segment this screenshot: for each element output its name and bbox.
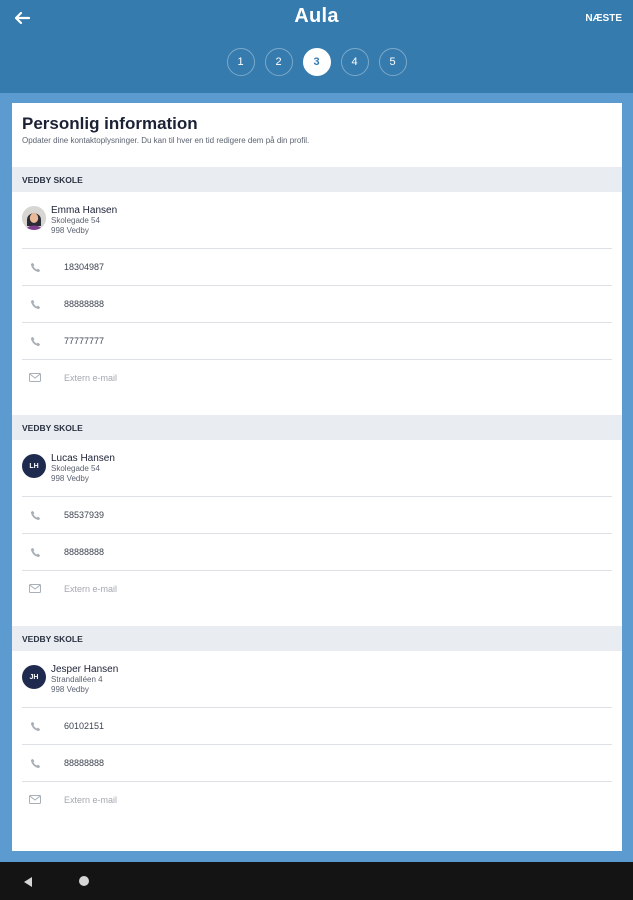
mail-icon	[28, 371, 42, 385]
avatar: LH	[22, 454, 46, 478]
mail-icon	[28, 582, 42, 596]
phone-value: 77777777	[64, 336, 105, 346]
person-address-line2: 998 Vedby	[51, 685, 89, 694]
system-nav-bar	[0, 862, 633, 900]
email-field[interactable]	[22, 359, 612, 395]
step-4[interactable]: 4	[341, 48, 369, 76]
person-name: Jesper Hansen	[51, 664, 119, 675]
mail-icon	[28, 793, 42, 807]
phone-value: 60102151	[64, 721, 105, 731]
phone-value: 88888888	[64, 299, 105, 309]
phone-field[interactable]	[22, 248, 612, 285]
person-address-line2: 998 Vedby	[51, 226, 89, 235]
email-placeholder: Extern e-mail	[64, 583, 118, 594]
phone-icon	[28, 508, 42, 522]
page-subtitle: Opdater dine kontaktoplysninger. Du kan til hver en tid redigere dem på din profil.	[22, 136, 310, 145]
phone-icon	[28, 719, 42, 733]
avatar	[22, 206, 46, 230]
person-name: Lucas Hansen	[51, 453, 115, 464]
phone-icon	[28, 297, 42, 311]
email-placeholder: Extern e-mail	[64, 372, 118, 383]
phone-field[interactable]	[22, 707, 612, 744]
person-header	[12, 440, 622, 496]
email-field[interactable]	[22, 781, 612, 817]
top-bar	[0, 0, 633, 93]
phone-icon	[28, 756, 42, 770]
phone-field[interactable]	[22, 533, 612, 570]
step-1[interactable]: 1	[227, 48, 255, 76]
phone-field[interactable]	[22, 744, 612, 781]
page-title: Personlig information	[22, 114, 198, 133]
person-address-line1: Skolegade 54	[51, 216, 100, 225]
step-5[interactable]: 5	[379, 48, 407, 76]
phone-icon	[28, 334, 42, 348]
person-address-line2: 998 Vedby	[51, 474, 89, 483]
phone-icon	[28, 545, 42, 559]
content-card	[12, 103, 622, 851]
next-button[interactable]: NÆSTE	[585, 13, 622, 24]
phone-value: 88888888	[64, 547, 105, 557]
section-header: VEDBY SKOLE	[12, 626, 622, 651]
step-2[interactable]: 2	[265, 48, 293, 76]
phone-field[interactable]	[22, 285, 612, 322]
person-address-line1: Skolegade 54	[51, 464, 100, 473]
step-indicator	[0, 48, 633, 76]
phone-field[interactable]	[22, 496, 612, 533]
app-title: Aula	[294, 5, 339, 27]
section-header: VEDBY SKOLE	[12, 415, 622, 440]
avatar: JH	[22, 665, 46, 689]
triangle-back-icon[interactable]	[22, 875, 34, 893]
email-field[interactable]	[22, 570, 612, 606]
person-name: Emma Hansen	[51, 205, 118, 216]
person-header	[12, 651, 622, 707]
phone-icon	[28, 260, 42, 274]
phone-value: 88888888	[64, 758, 105, 768]
circle-home-icon[interactable]	[79, 876, 89, 886]
phone-value: 18304987	[64, 262, 105, 272]
person-header	[12, 192, 622, 248]
phone-field[interactable]	[22, 322, 612, 359]
phone-value: 58537939	[64, 510, 105, 520]
email-placeholder: Extern e-mail	[64, 794, 118, 805]
section-header: VEDBY SKOLE	[12, 167, 622, 192]
person-address-line1: Strandalléen 4	[51, 675, 103, 684]
step-3-active[interactable]: 3	[303, 48, 331, 76]
